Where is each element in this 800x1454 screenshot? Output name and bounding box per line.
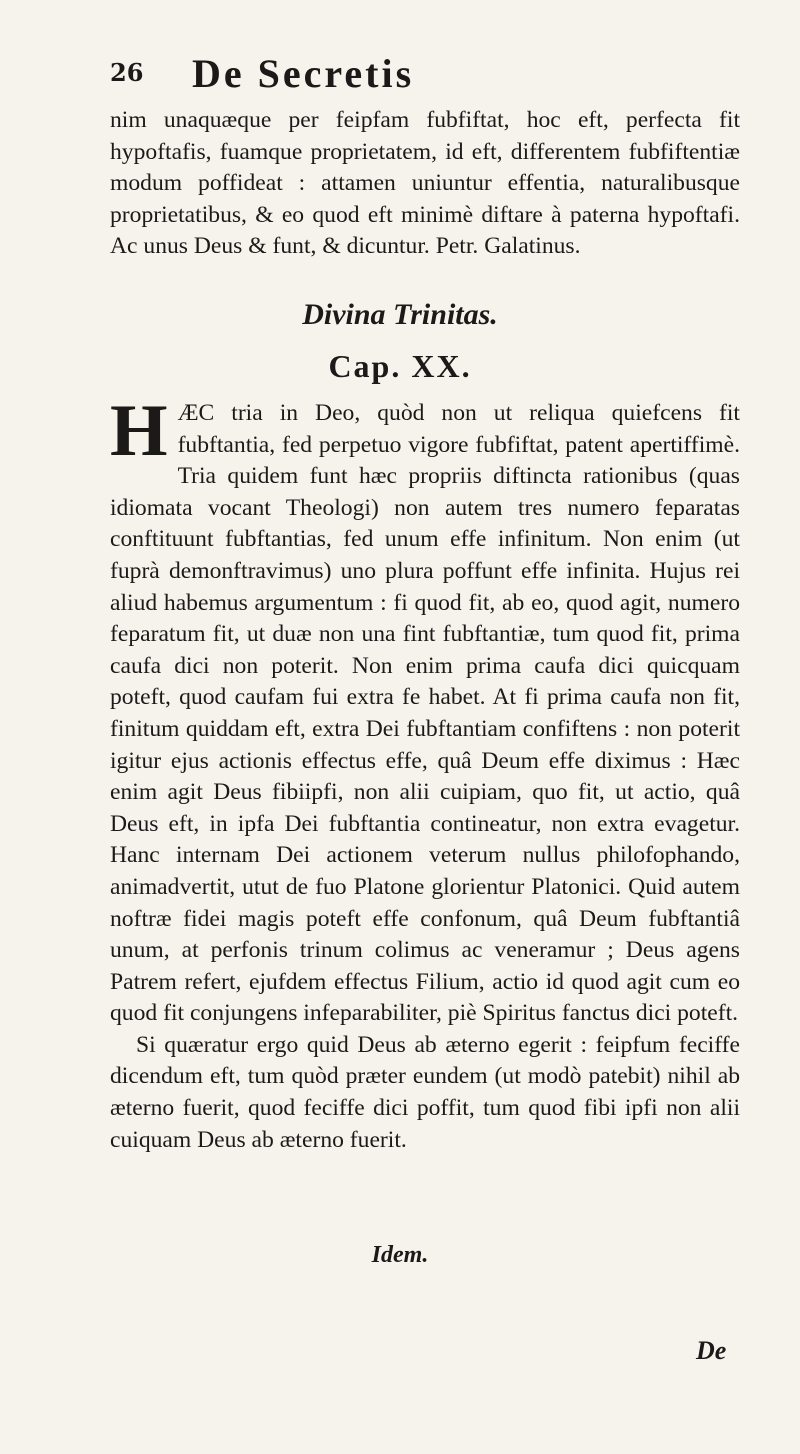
page-number: 26 xyxy=(110,58,144,87)
chapter-heading: Cap. XX. xyxy=(328,348,472,384)
drop-cap: H xyxy=(110,390,168,472)
catchword: De xyxy=(696,1336,727,1365)
main-text xyxy=(110,390,740,1156)
attribution: Idem. xyxy=(371,1242,429,1268)
running-title: De Secretis xyxy=(192,51,415,96)
intro-text: nim unaquæque per feipfam fubfiftat, hoc eft, perfecta fit hypoftafis, fuamque proprietatem, id eft, differentem fubfiftentiæ modum poffideat : attamen uniuntur effentia, naturalibusque proprietatibus, & eo quod eft minimè diftare à paterna hypoftafi. Ac unus Deus & funt, & dicuntur. Petr. Galatinus. xyxy=(110,107,740,260)
paragraph-2: Si quæratur ergo quid Deus ab æterno egerit : feipfum feciffe dicendum eft, tum quòd præter eundem (ut modò patebit) nihil ab æterno fuerit, quod feciffe dici poffit, tum quod fibi ipfi non alii cuiquam Deus ab æterno fuerit. xyxy=(110,1031,740,1153)
running-head xyxy=(110,50,730,100)
paragraph-1 xyxy=(110,390,740,1030)
section-heading: Divina Trinitas. xyxy=(302,298,498,331)
intro-paragraph xyxy=(110,105,740,263)
paragraph-1-text: ÆC tria in Deo, quòd non ut reliqua quiefcens fit fubftantia, fed perpetuo vigore fubfiftat, patent apertiffimè. Tria quidem funt hæc propriis diftincta rationibus (quas idiomata vocant Theologi) non autem tres numero feparatas conftituunt fubftantias, fed unum effe infinitum. Non enim (ut fuprà demonftravimus) uno plura poffunt effe infinita. Hujus rei aliud habemus argumentum : fi quod fit, ab eo, quod agit, numero feparatum fit, ut duæ non una fint fubftantiæ, tum quod fit, prima caufa dici non poterit. Non enim prima caufa dici quicquam poteft, quod caufam fui extra fe habet. At fi prima caufa non fit, finitum quiddam eft, extra Dei fubftantiam confiftens : non poterit igitur ejus actionis effectus effe, quâ Deum effe diximus : Hæc enim agit Deus fibiipfi, non alii cuipiam, quo fit, ut actio, quâ Deus eft, in ipfa Dei fubftantia contineatur, non extra evagetur. Hanc internam Dei actionem veterum nullus philofophando, animadvertit, utut de fuo Platone glorientur Platonici. Quid autem noftræ fidei magis poteft effe confonum, quâ Deum fubftantiâ unum, at perfonis trinum colimus ac veneramur ; Deus agens Patrem refert, ejufdem effectus Filium, actio id quod agit cum eo quod fit conjungens infeparabiliter, piè Spiritus fanctus dici poteft. xyxy=(110,400,740,1027)
